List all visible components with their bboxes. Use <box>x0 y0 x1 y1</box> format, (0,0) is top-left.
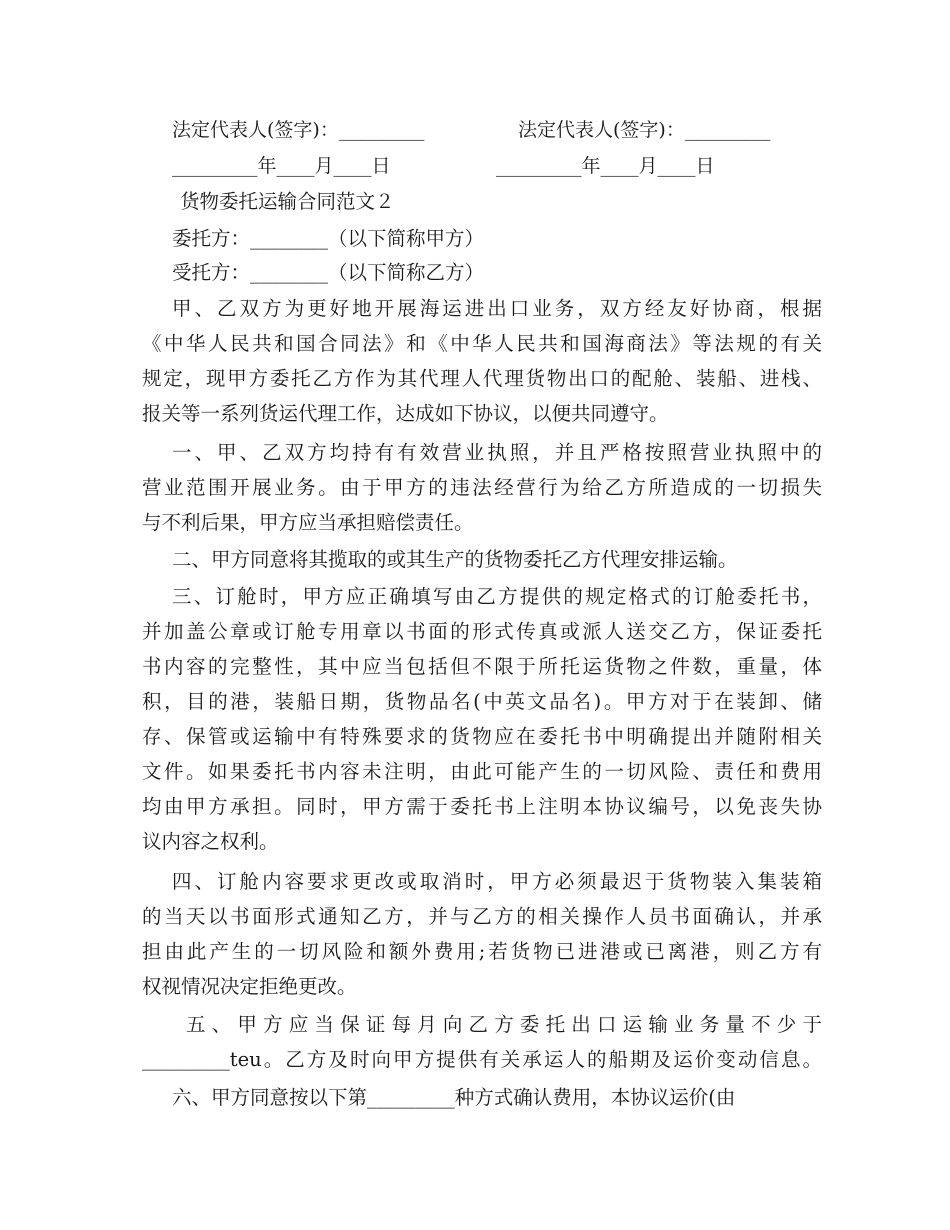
body-line: 甲、乙双方为更好地开展海运进出口业务，双方经友好协商，根据 <box>172 297 822 320</box>
body-line: _________teu。乙方及时向甲方提供有关承运人的船期及运价变动信息。 <box>142 1048 822 1071</box>
body-line: 三、订舱时，甲方应正确填写由乙方提供的规定格式的订舱委托书， <box>172 585 822 608</box>
right-signature-date: _________年____月____日 <box>496 155 715 177</box>
body-line: 存、保管或运输中有特殊要求的货物应在委托书中明确提出并随附相关 <box>142 725 822 748</box>
body-line: 《中华人民共和国合同法》和《中华人民共和国海商法》等法规的有关 <box>142 332 822 355</box>
body-line: 并加盖公章或订舱专用章以书面的形式传真或派人送交乙方，保证委托 <box>142 620 822 643</box>
body-line: 报关等一系列货运代理工作，达成如下协议，以便共同遵守。 <box>142 402 669 425</box>
body-line: 均由甲方承担。同时，甲方需于委托书上注明本协议编号，以免丧失协 <box>142 795 822 818</box>
body-line: 二、甲方同意将其揽取的或其生产的货物委托乙方代理安排运输。 <box>172 548 738 571</box>
body-line: 担由此产生的一切风险和额外费用;若货物已进港或已离港，则乙方有 <box>142 940 822 963</box>
body-line: 权视情况决定拒绝更改。 <box>142 975 357 998</box>
left-signature-date: _________年____月____日 <box>172 155 391 177</box>
body-line: 书内容的完整性，其中应当包括但不限于所托运货物之件数，重量，体 <box>142 655 822 678</box>
body-line: 与不利后果，甲方应当承担赔偿责任。 <box>142 511 474 534</box>
document-title: 货物委托运输合同范文２ <box>180 190 395 213</box>
body-line: 六、甲方同意按以下第_________种方式确认费用，本协议运价(由 <box>172 1086 736 1109</box>
body-line: 文件。如果委托书内容未注明，由此可能产生的一切风险、责任和费用 <box>142 760 822 783</box>
principal-party-line: 委托方：________（以下简称甲方） <box>172 227 485 250</box>
right-representative-signature: 法定代表人(签字)：_________ <box>518 119 771 141</box>
body-line: 议内容之权利。 <box>142 830 279 853</box>
body-line: 一、甲、乙双方均持有有效营业执照，并且严格按照营业执照中的 <box>172 441 822 464</box>
body-line: 四、订舱内容要求更改或取消时，甲方必须最迟于货物装入集装箱 <box>172 870 822 893</box>
body-line: 规定，现甲方委托乙方作为其代理人代理货物出口的配舱、装船、进栈、 <box>142 367 822 390</box>
body-line: 的当天以书面形式通知乙方，并与乙方的相关操作人员书面确认，并承 <box>142 905 822 928</box>
body-line: 积，目的港，装船日期，货物品名(中英文品名)。甲方对于在装卸、储 <box>142 690 822 713</box>
left-representative-signature: 法定代表人(签字)：_________ <box>172 119 425 141</box>
body-line: 营业范围开展业务。由于甲方的违法经营行为给乙方所造成的一切损失 <box>142 476 822 499</box>
body-line: 五、甲方应当保证每月向乙方委托出口运输业务量不少于 <box>186 1013 822 1036</box>
agent-party-line: 受托方：________（以下简称乙方） <box>172 261 485 284</box>
